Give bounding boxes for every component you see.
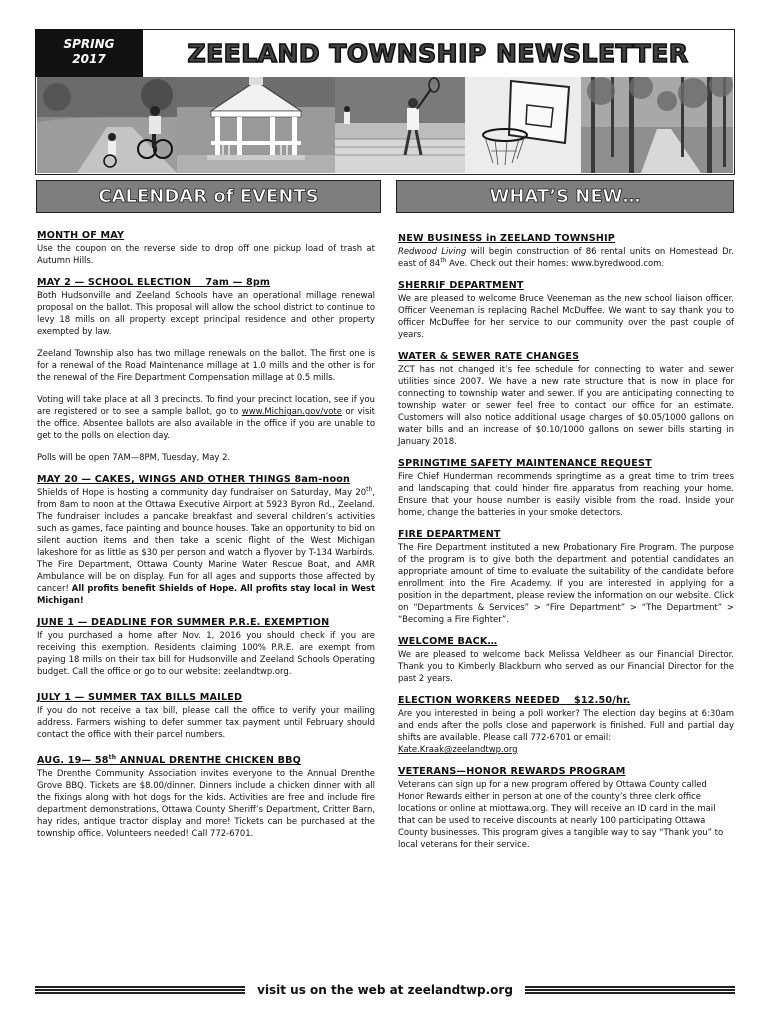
new-business-heading: NEW BUSINESS in ZEELAND TOWNSHIP (398, 233, 616, 244)
forest-trail-photo (581, 77, 733, 173)
photo-strip (37, 77, 733, 173)
footer-rule-left (35, 986, 245, 994)
pre-exemption-text: If you purchased a home after Nov. 1, 2016 you should check if you are receiving this exemption. Residents claiming 100% P.R.E. are exempt from paying 18 mills on their tax bill for Hudsonville and Zeeland Schools Operating budget. Call the office or go to our website: zeelandtwp.org. (37, 630, 375, 676)
basketball-hoop-photo (465, 77, 581, 173)
veterans-heading: VETERANS—HONOR REWARDS PROGRAM (398, 766, 626, 777)
cakes-wings-heading: MAY 20 — CAKES, WINGS AND OTHER THINGS 8am-noon (37, 474, 351, 485)
water-sewer-heading: WATER & SEWER RATE CHANGES (398, 351, 580, 362)
month-of-may-text: Use the coupon on the reverse side to drop off one pickup load of trash at Autumn Hills. (37, 243, 375, 265)
water-sewer-text: ZCT has not changed it’s fee schedule for connecting to water and sewer utilities since 2007. We have a new rate structure that is now in place for connecting to township water and sewer. If you are anticipating connecting to township water or sewer feel free to contact our office for an estimate. Customers will also notice additional usage charges of $0.05/1000 gallons on water bills and an increase of $0.10/1000 gallons on sewer bills starting in January 2018. (398, 364, 734, 446)
footer (35, 982, 735, 998)
calendar-section-header: CALENDAR of EVENTS (36, 180, 381, 213)
whats-new-column (398, 232, 734, 850)
school-election-heading: MAY 2 — SCHOOL ELECTION 7am — 8pm (37, 277, 271, 288)
whats-new-section-header: WHAT’S NEW… (396, 180, 734, 213)
gazebo-photo (177, 77, 335, 173)
springtime-safety-text: Fire Chief Hunderman recommends springtime as a great time to trim trees and landscaping that could hinder fire apparatus from reaching your home. Ensure that your house number is easily visible from the road. Inside your home, change the batteries in your smoke detectors. (398, 471, 734, 517)
newsletter-title-text: ZEELAND TOWNSHIP NEWSLETTER (187, 39, 689, 68)
veterans-text: Veterans can sign up for a new program offered by Ottawa County called Honor Rewards either in person at one of the county’s three clerk office locations or online at miottawa.org. They will receive an ID card in the mail that can be used to receive discounts at nearly 100 participating Ottawa County businesses. This program gives a tangible way to say “Thank you” to local veterans for their service. (398, 779, 724, 849)
season-year: 2017 (72, 52, 106, 66)
newsletter-title (143, 31, 733, 77)
footer-rule-right (525, 986, 735, 994)
election-workers-text: Are you interested in being a poll worker? The election day begins at 6:30am and ends after the polls close and paperwork is finished. Full and partial day shifts are available. Please call 772-6701 or email: (398, 708, 734, 742)
pre-exemption-heading: JUNE 1 — DEADLINE FOR SUMMER P.R.E. EXEMPTION (37, 617, 330, 628)
summer-tax-text: If you do not receive a tax bill, please call the office to verify your mailing address. Farmers wishing to defer summer tax payment until February should contact the office with their parcel numbers. (37, 705, 375, 739)
fire-department-text: The Fire Department instituted a new Probationary Fire Program. The purpose of the program is to give both the department and potential candidates an appropriate amount of time to evaluate the suitability of the candidate before enrollment into the Fire Academy. If you are interested in applying for a position in the department, please review the information on our website. Click on “Departments & Services” > “Fire Department” > “The Department” > “Becoming a Fire Fighter”. (398, 542, 734, 624)
new-business-text: Redwood Living will begin construction of 86 rental units on Homestead Dr. east of 84th Ave. Check out their homes: www.byredwood.com. (398, 246, 734, 268)
school-election-text: Both Hudsonville and Zeeland Schools have an operational millage renewal proposal on the ballot. This proposal will allow the school district to continue to levy 18 mills on all property except principal residence and other property exempted by law. (37, 290, 375, 336)
election-workers-heading: ELECTION WORKERS NEEDED $12.50/hr. (398, 695, 631, 706)
chicken-bbq-heading: AUG. 19— 58th ANNUAL DRENTHE CHICKEN BBQ (37, 753, 301, 766)
season-name: SPRING (63, 37, 115, 51)
sheriff-text: We are pleased to welcome Bruce Veeneman as the new school liaison officer. Officer Veeneman is replacing Rachel McDuffee. We want to say thank you to officer McDuffee for her service to our community over the past couple of years. (398, 293, 734, 339)
calendar-column (37, 229, 375, 839)
chicken-bbq-text: The Drenthe Community Association invites everyone to the Annual Drenthe Grove BBQ. Tickets are $8.00/dinner. Dinners include a chicken dinner with all the fixings along with hot dogs for the kids. Activities are free and include fire department demonstrations, Ottawa County Sheriff’s Department, Critter Barn, hay rides, antique tractor display and more! Tickets can be purchased at the township office. Volunteers needed! Call 772-6701. (37, 768, 375, 838)
tennis-player-photo (335, 77, 465, 173)
millage-renewals-text: Zeeland Township also has two millage renewals on the ballot. The first one is for a renewal of the Road Maintenance millage at 1.0 mills and the other is for the renewal of the Fire Department Compensation millage at 0.5 mills. (37, 348, 375, 382)
footer-website-link[interactable]: visit us on the web at zeelandtwp.org (257, 983, 513, 997)
sheriff-heading: SHERRIF DEPARTMENT (398, 280, 524, 291)
welcome-back-heading: WELCOME BACK… (398, 636, 498, 647)
fire-department-heading: FIRE DEPARTMENT (398, 529, 501, 540)
month-of-may-heading: MONTH OF MAY (37, 230, 125, 241)
voting-location-text: Voting will take place at all 3 precincts. To find your precinct location, see if you are registered or to see a sample ballot, go to www.Michigan.gov/vote or visit the office. Absentee ballots are also available in the office if you are unable to get to the polls on election day. (37, 394, 375, 440)
welcome-back-text: We are pleased to welcome back Melissa Veldheer as our Financial Director. Thank you to Kimberly Blackburn who served as our Financial Director for the past 2 years. (398, 649, 734, 683)
michigan-vote-link[interactable]: www.Michigan.gov/vote (241, 406, 342, 416)
season-badge (35, 29, 143, 77)
cyclists-photo (37, 77, 177, 173)
polls-hours-text: Polls will be open 7AM—8PM, Tuesday, May 2. (37, 452, 231, 462)
election-workers-email-link[interactable]: Kate.Kraak@zeelandtwp.org (398, 744, 518, 754)
springtime-safety-heading: SPRINGTIME SAFETY MAINTENANCE REQUEST (398, 458, 652, 469)
cakes-wings-text: Shields of Hope is hosting a community day fundraiser on Saturday, May 20th, from 8am to noon at the Ottawa Executive Airport at 5923 Byron Rd., Zeeland. The fundraiser includes a pancake breakfast and several children’s activities such as games, face painting and bounce houses. Take an opportunity to bid on silent auction items and then take a scenic flight of the West Michigan lakeshore for as little as $30 per person and watch a flyover by T-134 Warbirds. The Fire Department, Ottawa County Marine Water Rescue Boat, and AMR Ambulance will be on display. Fun for all ages and supports those affected by cancer! All profits benefit Shields of Hope. All profits stay local in West Michigan! (37, 486, 375, 605)
summer-tax-heading: JULY 1 — SUMMER TAX BILLS MAILED (37, 692, 243, 703)
